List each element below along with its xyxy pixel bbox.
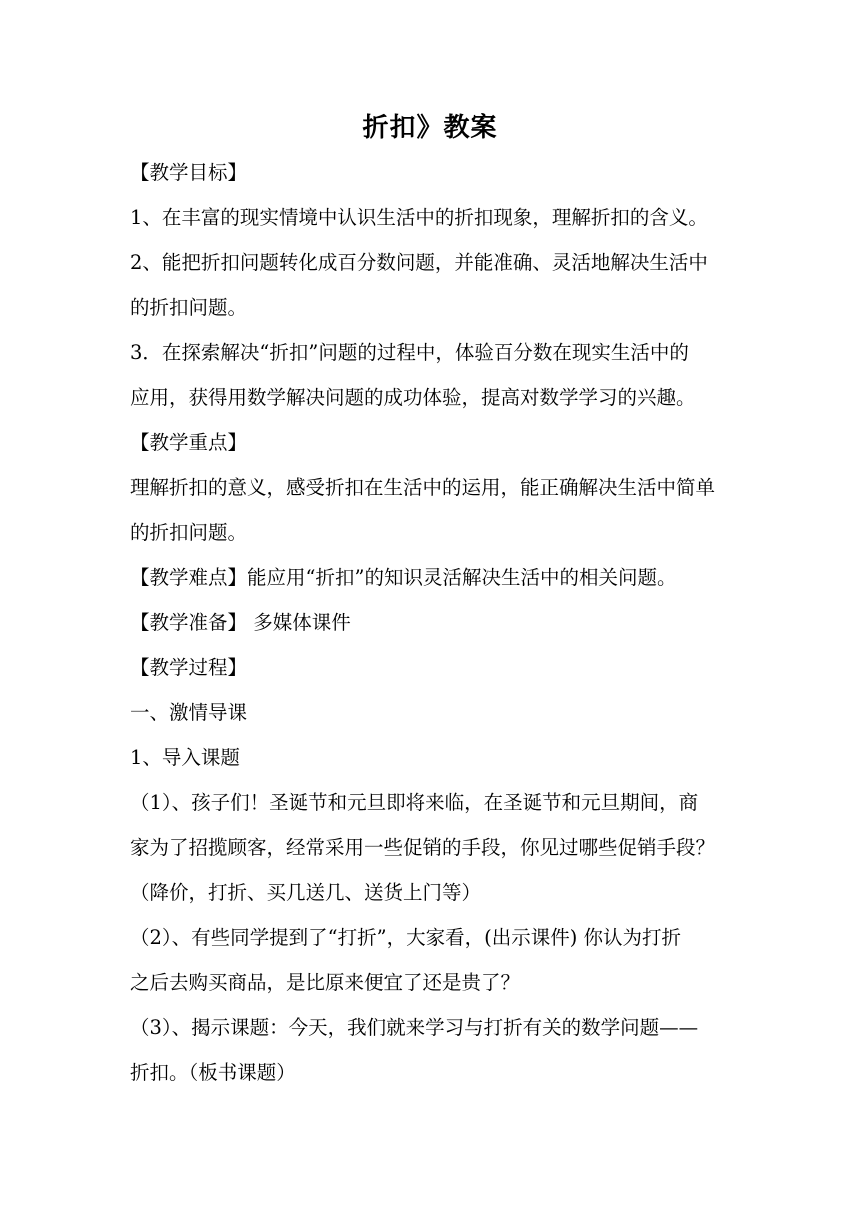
section-heading-process: 【教学过程】 bbox=[130, 656, 248, 679]
section-heading-key-points: 【教学重点】 bbox=[130, 431, 248, 454]
section-heading-difficulties: 【教学难点】能应用“折扣”的知识灵活解决生活中的相关问题。 bbox=[130, 566, 677, 589]
section-heading-objectives: 【教学目标】 bbox=[130, 161, 248, 184]
paragraph-line: 2、能把折扣问题转化成百分数问题，并能准确、灵活地解决生活中 bbox=[130, 251, 708, 274]
paragraph-line: 的折扣问题。 bbox=[130, 296, 248, 319]
paragraph-line: 家为了招揽顾客，经常采用一些促销的手段，你见过哪些促销手段？ bbox=[130, 836, 716, 859]
paragraph-line: 的折扣问题。 bbox=[130, 521, 248, 544]
paragraph-line: （2）、有些同学提到了“打折”，大家看，(出示课件) 你认为打折 bbox=[130, 926, 682, 949]
paragraph-line: （降价，打折、买几送几、送货上门等） bbox=[130, 881, 482, 904]
paragraph-line: 3．在探索解决“折扣”问题的过程中，体验百分数在现实生活中的 bbox=[130, 341, 689, 364]
paragraph-line: 折扣。（板书课题） bbox=[130, 1061, 296, 1084]
section-heading-preparation: 【教学准备】 多媒体课件 bbox=[130, 611, 351, 634]
paragraph-line: （3）、揭示课题：今天，我们就来学习与打折有关的数学问题—— bbox=[130, 1016, 699, 1039]
paragraph-line: 1、在丰富的现实情境中认识生活中的折扣现象，理解折扣的含义。 bbox=[130, 206, 708, 229]
subsection-heading: 1、导入课题 bbox=[130, 746, 240, 769]
paragraph-line: 理解折扣的意义，感受折扣在生活中的运用，能正确解决生活中简单 bbox=[130, 476, 716, 499]
subsection-heading: 一、激情导课 bbox=[130, 701, 248, 724]
paragraph-line: 应用，获得用数学解决问题的成功体验，提高对数学学习的兴趣。 bbox=[130, 386, 696, 409]
document-title: 折扣》教案 bbox=[362, 113, 498, 143]
paragraph-line: 之后去购买商品，是比原来便宜了还是贵了？ bbox=[130, 971, 521, 994]
paragraph-line: （1）、孩子们！圣诞节和元旦即将来临，在圣诞节和元旦期间，商 bbox=[130, 791, 699, 814]
